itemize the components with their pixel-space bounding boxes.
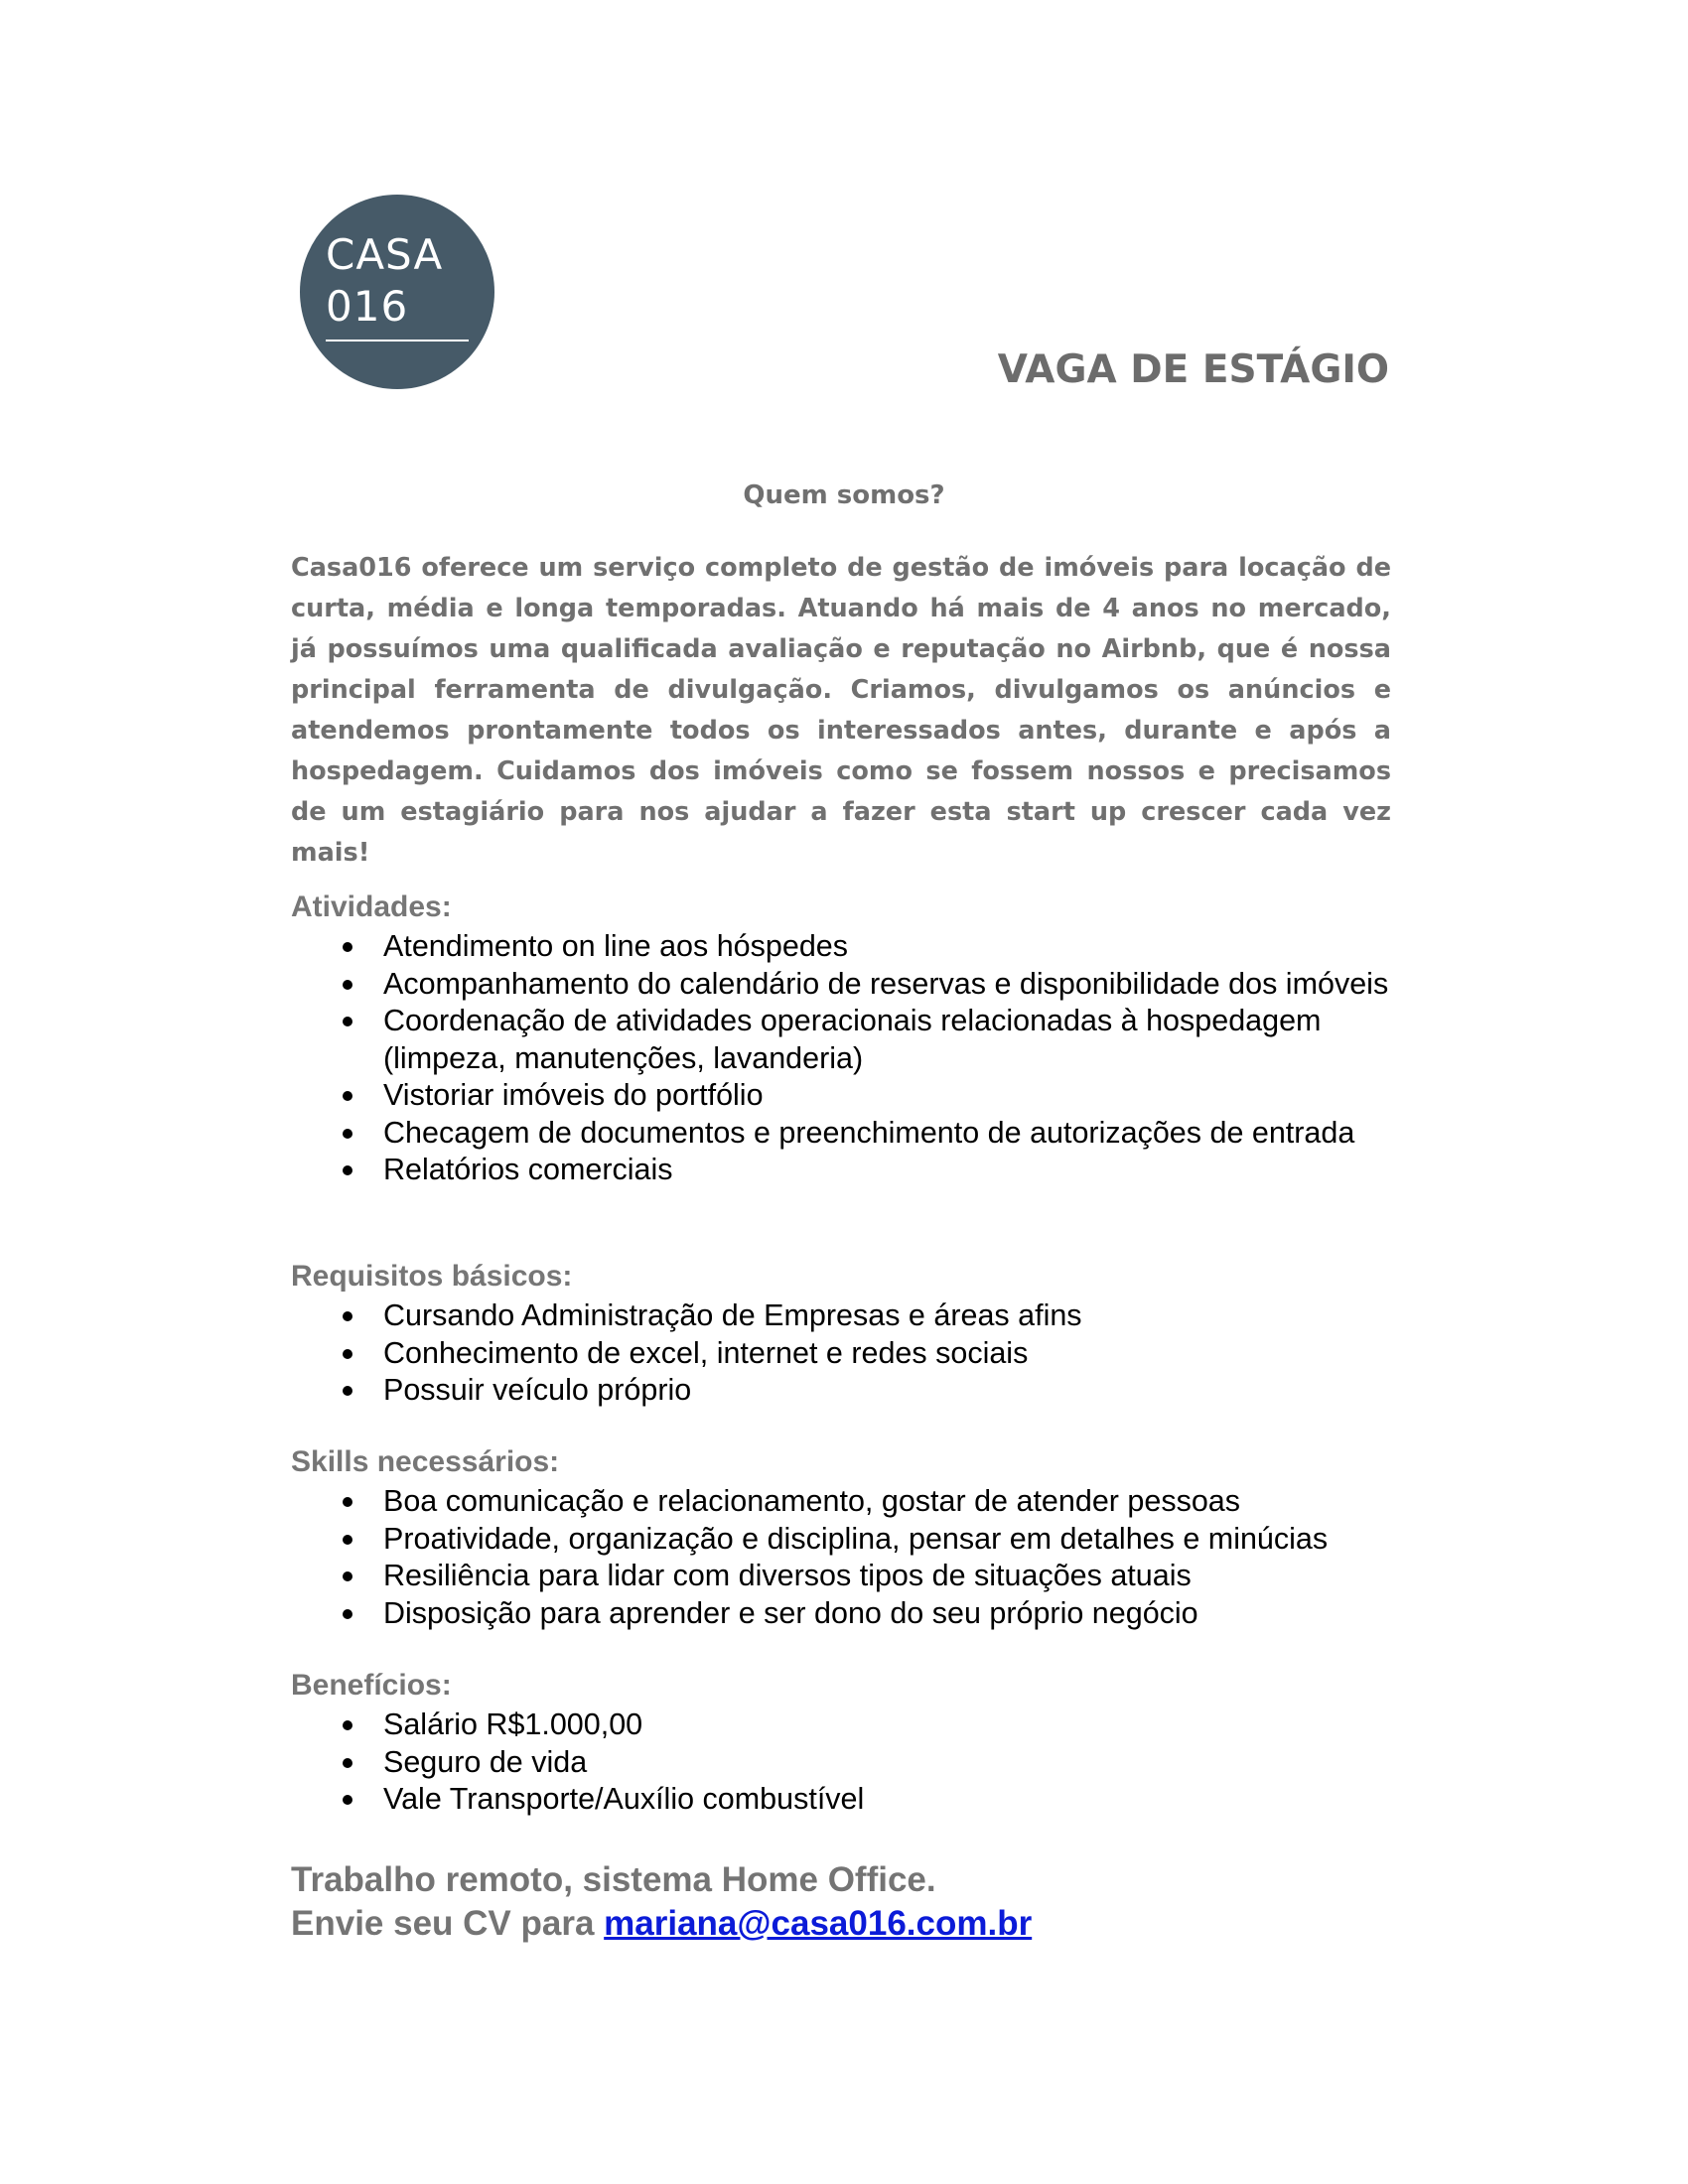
list-item: Cursando Administração de Empresas e áreas afins [291, 1297, 1403, 1335]
about-paragraph: Casa016 oferece um serviço completo de gestão de imóveis para locação de curta, média e longa temporadas. Atuando há mais de 4 anos no mercado, já possuímos uma qualificada avaliação e reputação no Airbnb, que é nossa principal ferramenta de divulgação. Criamos, divulgamos os anúncios e atendemos prontamente todos os interessados antes, durante e após a hospedagem. Cuidamos dos imóveis como se fossem nossos e precisamos de um estagiário para nos ajudar a fazer esta start up crescer cada vez mais! [291, 553, 1391, 868]
list-item: Disposição para aprender e ser dono do seu próprio negócio [291, 1595, 1403, 1633]
activities-heading: Atividades: [291, 890, 452, 923]
requirements-list [291, 1297, 1403, 1410]
list-item: Coordenação de atividades operacionais relacionadas à hospedagem (limpeza, manutenções, lavanderia) [291, 1003, 1403, 1077]
email-link[interactable]: mariana@casa016.com.br [604, 1904, 1033, 1943]
list-item: Acompanhamento do calendário de reservas e disponibilidade dos imóveis [291, 966, 1403, 1004]
list-item: Vistoriar imóveis do portfólio [291, 1077, 1403, 1115]
list-item: Possuir veículo próprio [291, 1372, 1403, 1410]
list-item: Relatórios comerciais [291, 1152, 1403, 1189]
benefits-heading: Benefícios: [291, 1669, 452, 1702]
skills-list [291, 1483, 1403, 1632]
list-item: Checagem de documentos e preenchimento de autorizações de entrada [291, 1115, 1403, 1153]
page-title: VAGA DE ESTÁGIO [997, 347, 1389, 392]
list-item: Proatividade, organização e disciplina, pensar em detalhes e minúcias [291, 1521, 1403, 1559]
logo-underline [326, 340, 469, 341]
list-item: Atendimento on line aos hóspedes [291, 928, 1403, 966]
about-heading: Quem somos? [743, 480, 945, 510]
list-item: Vale Transporte/Auxílio combustível [291, 1781, 1403, 1819]
requirements-heading: Requisitos básicos: [291, 1260, 573, 1293]
list-item: Seguro de vida [291, 1744, 1403, 1782]
list-item: Resiliência para lidar com diversos tipos de situações atuais [291, 1558, 1403, 1595]
list-item: Conhecimento de excel, internet e redes sociais [291, 1335, 1403, 1373]
casa016-logo [300, 195, 494, 389]
logo-text-016: 016 [326, 282, 409, 331]
footer-block [291, 1858, 1482, 1946]
benefits-list [291, 1706, 1403, 1819]
list-item: Salário R$1.000,00 [291, 1706, 1403, 1744]
send-cv-label: Envie seu CV para [291, 1904, 595, 1943]
list-item: Boa comunicação e relacionamento, gostar de atender pessoas [291, 1483, 1403, 1521]
activities-list [291, 928, 1403, 1189]
send-cv-line [291, 1902, 1482, 1946]
skills-heading: Skills necessários: [291, 1445, 560, 1478]
logo-text-casa: CASA [326, 230, 444, 279]
remote-work-note: Trabalho remoto, sistema Home Office. [291, 1860, 936, 1899]
